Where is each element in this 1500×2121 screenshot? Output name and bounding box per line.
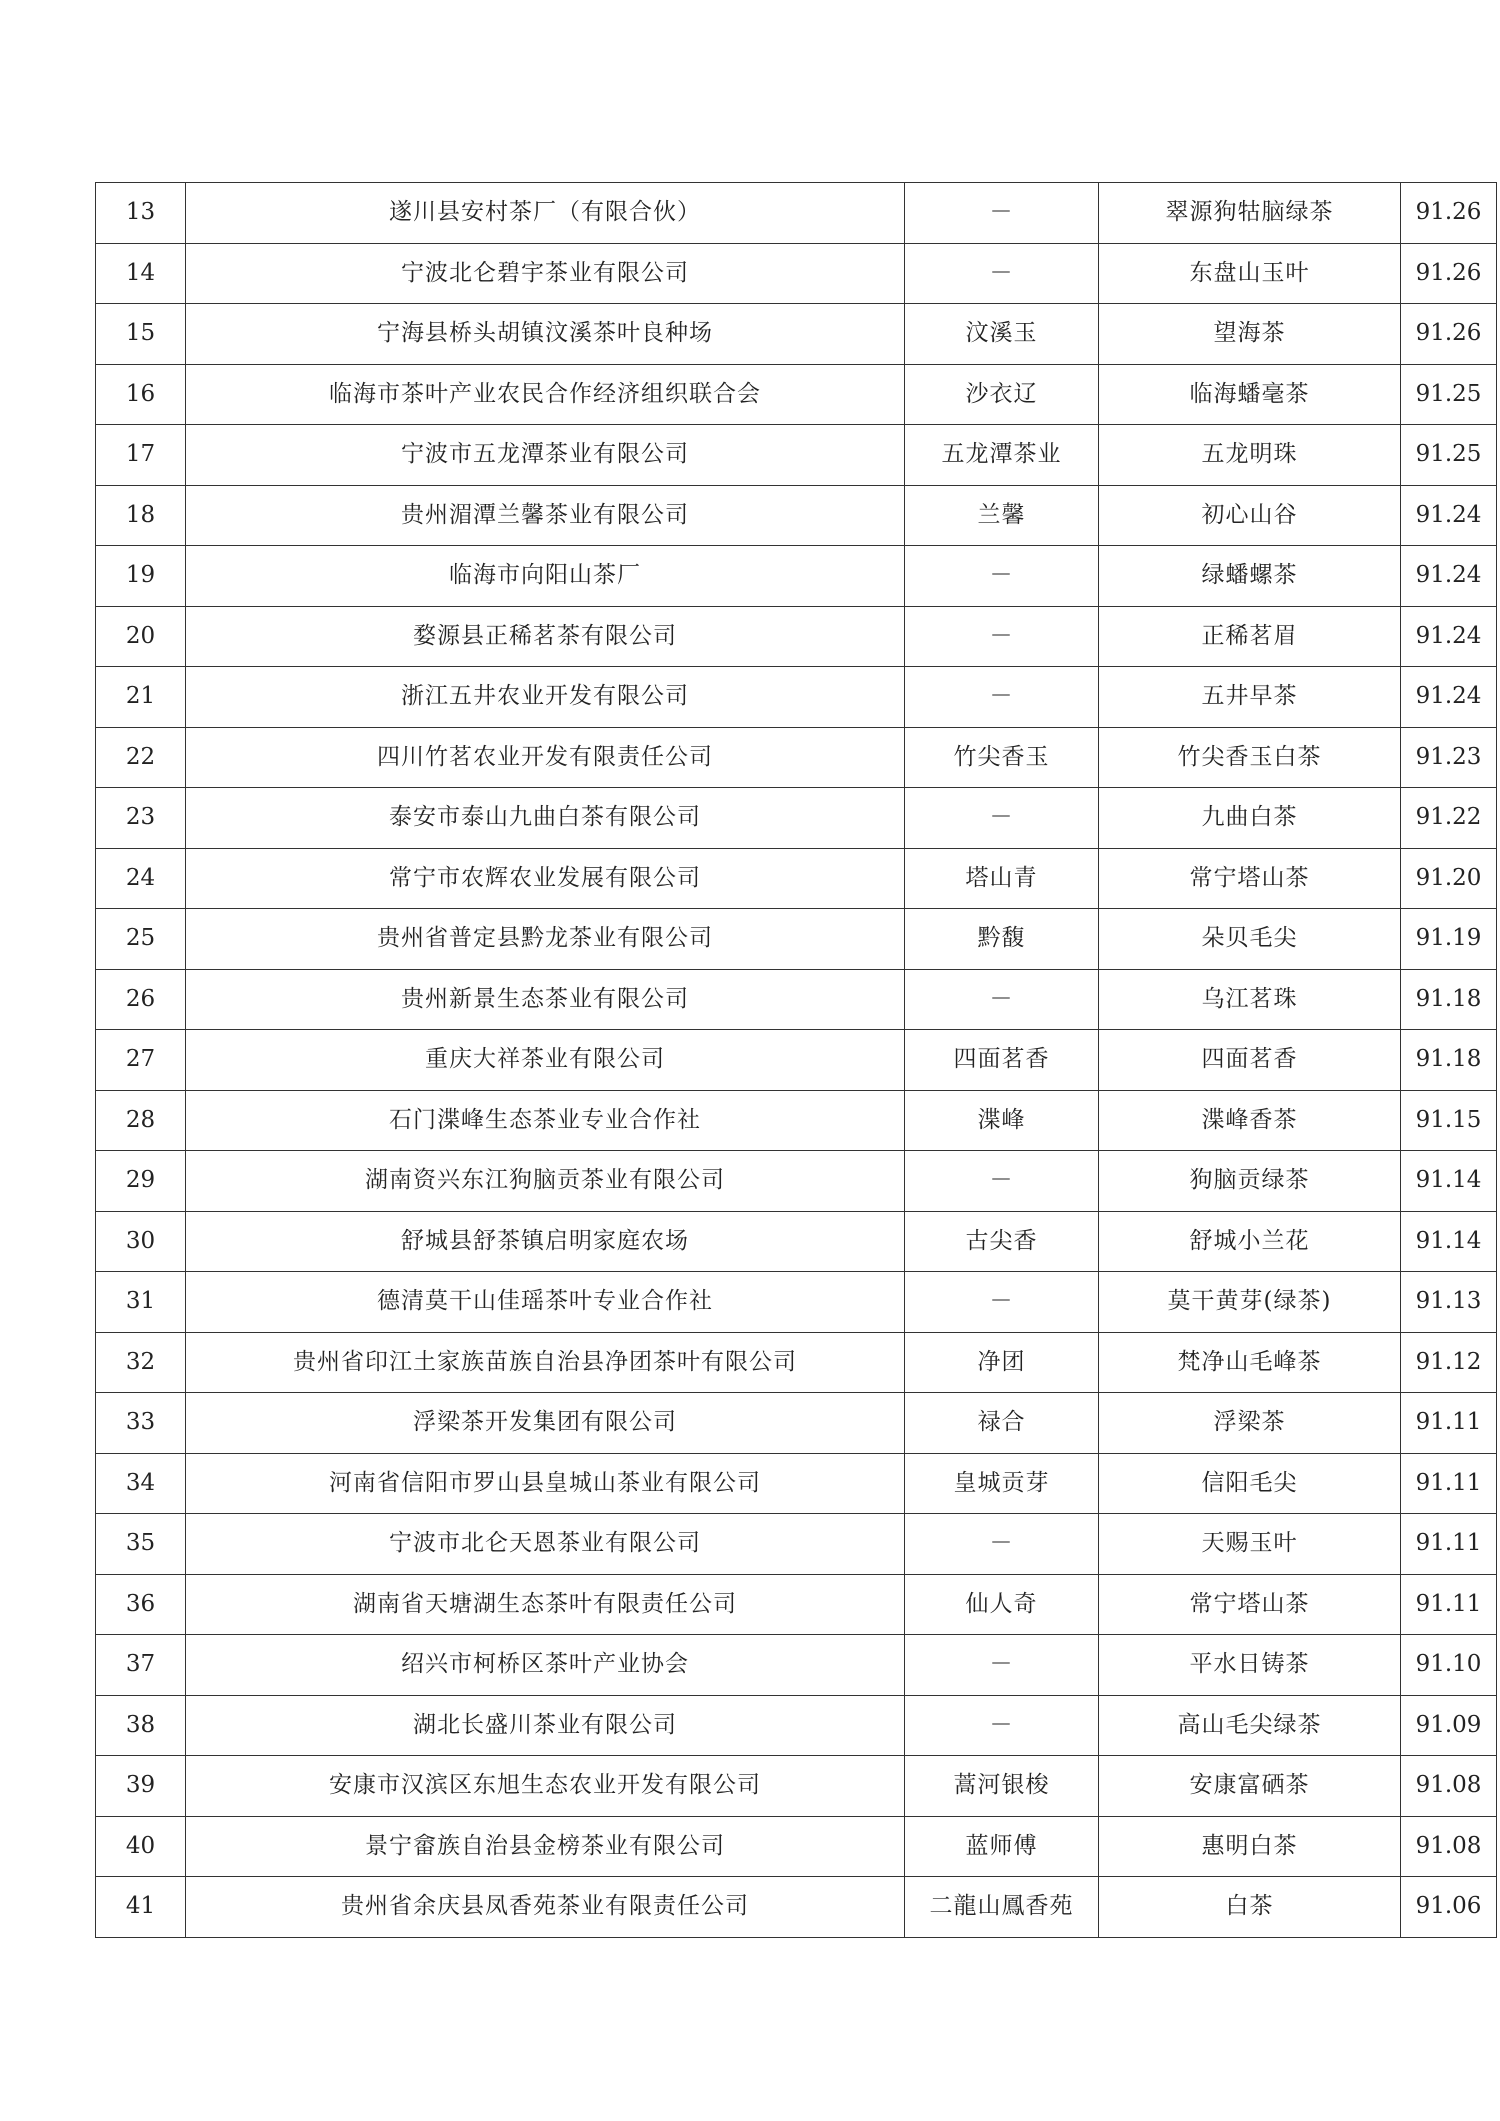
product-name: 临海蟠毫茶 (1099, 364, 1401, 425)
row-number: 27 (96, 1030, 186, 1091)
product-name: 高山毛尖绿茶 (1099, 1695, 1401, 1756)
table-row (96, 546, 1497, 607)
row-number: 25 (96, 909, 186, 970)
company-name: 贵州省普定县黔龙茶业有限公司 (186, 909, 905, 970)
brand-name: 渫峰 (905, 1090, 1099, 1151)
company-name: 宁波北仑碧宇茶业有限公司 (186, 243, 905, 304)
table-row (96, 1453, 1497, 1514)
row-number: 22 (96, 727, 186, 788)
score-value: 91.19 (1401, 909, 1497, 970)
product-name: 梵净山毛峰茶 (1099, 1332, 1401, 1393)
row-number: 37 (96, 1635, 186, 1696)
row-number: 38 (96, 1695, 186, 1756)
row-number: 36 (96, 1574, 186, 1635)
product-name: 望海茶 (1099, 304, 1401, 365)
company-name: 重庆大祥茶业有限公司 (186, 1030, 905, 1091)
company-name: 婺源县正稀茗茶有限公司 (186, 606, 905, 667)
score-value: 91.22 (1401, 788, 1497, 849)
product-name: 初心山谷 (1099, 485, 1401, 546)
brand-name: 四面茗香 (905, 1030, 1099, 1091)
product-name: 白茶 (1099, 1877, 1401, 1938)
row-number: 39 (96, 1756, 186, 1817)
table-row (96, 1635, 1497, 1696)
score-value: 91.08 (1401, 1756, 1497, 1817)
score-value: 91.11 (1401, 1393, 1497, 1454)
product-name: 惠明白茶 (1099, 1816, 1401, 1877)
table-row (96, 1393, 1497, 1454)
row-number: 14 (96, 243, 186, 304)
table-row (96, 1090, 1497, 1151)
row-number: 34 (96, 1453, 186, 1514)
company-name: 湖南省天塘湖生态茶叶有限责任公司 (186, 1574, 905, 1635)
brand-name: － (905, 667, 1099, 728)
table-row (96, 1332, 1497, 1393)
company-name: 四川竹茗农业开发有限责任公司 (186, 727, 905, 788)
product-name: 莫干黄芽(绿茶) (1099, 1272, 1401, 1333)
table-row (96, 1574, 1497, 1635)
table-row (96, 183, 1497, 244)
table-row (96, 1877, 1497, 1938)
brand-name: － (905, 1514, 1099, 1575)
brand-name: － (905, 788, 1099, 849)
company-name: 贵州湄潭兰馨茶业有限公司 (186, 485, 905, 546)
brand-name: － (905, 606, 1099, 667)
score-value: 91.26 (1401, 183, 1497, 244)
company-name: 临海市茶叶产业农民合作经济组织联合会 (186, 364, 905, 425)
company-name: 宁波市北仑天恩茶业有限公司 (186, 1514, 905, 1575)
company-name: 宁海县桥头胡镇汶溪茶叶良种场 (186, 304, 905, 365)
score-value: 91.08 (1401, 1816, 1497, 1877)
score-value: 91.18 (1401, 969, 1497, 1030)
score-value: 91.10 (1401, 1635, 1497, 1696)
table-row (96, 243, 1497, 304)
company-name: 宁波市五龙潭茶业有限公司 (186, 425, 905, 486)
brand-name: 汶溪玉 (905, 304, 1099, 365)
score-value: 91.24 (1401, 546, 1497, 607)
table-row (96, 485, 1497, 546)
product-name: 浮梁茶 (1099, 1393, 1401, 1454)
row-number: 31 (96, 1272, 186, 1333)
company-name: 贵州新景生态茶业有限公司 (186, 969, 905, 1030)
product-name: 五井早茶 (1099, 667, 1401, 728)
row-number: 18 (96, 485, 186, 546)
brand-name: 沙衣辽 (905, 364, 1099, 425)
brand-name: 二龍山鳳香苑 (905, 1877, 1099, 1938)
row-number: 16 (96, 364, 186, 425)
table-row (96, 1211, 1497, 1272)
table-row (96, 1816, 1497, 1877)
product-name: 翠源狗牯脑绿茶 (1099, 183, 1401, 244)
score-value: 91.26 (1401, 243, 1497, 304)
brand-name: 蒿河银梭 (905, 1756, 1099, 1817)
brand-name: － (905, 1272, 1099, 1333)
score-value: 91.06 (1401, 1877, 1497, 1938)
product-name: 天赐玉叶 (1099, 1514, 1401, 1575)
company-name: 浙江五井农业开发有限公司 (186, 667, 905, 728)
score-value: 91.24 (1401, 485, 1497, 546)
company-name: 贵州省印江土家族苗族自治县净团茶叶有限公司 (186, 1332, 905, 1393)
score-value: 91.12 (1401, 1332, 1497, 1393)
row-number: 13 (96, 183, 186, 244)
score-value: 91.13 (1401, 1272, 1497, 1333)
score-value: 91.24 (1401, 606, 1497, 667)
company-name: 常宁市农辉农业发展有限公司 (186, 848, 905, 909)
row-number: 19 (96, 546, 186, 607)
brand-name: － (905, 1695, 1099, 1756)
table-row (96, 727, 1497, 788)
company-name: 绍兴市柯桥区茶叶产业协会 (186, 1635, 905, 1696)
table-row (96, 848, 1497, 909)
score-value: 91.25 (1401, 425, 1497, 486)
row-number: 17 (96, 425, 186, 486)
row-number: 30 (96, 1211, 186, 1272)
row-number: 26 (96, 969, 186, 1030)
score-value: 91.25 (1401, 364, 1497, 425)
brand-name: 黔馥 (905, 909, 1099, 970)
score-value: 91.24 (1401, 667, 1497, 728)
row-number: 28 (96, 1090, 186, 1151)
brand-name: 塔山青 (905, 848, 1099, 909)
row-number: 32 (96, 1332, 186, 1393)
brand-name: 蓝师傅 (905, 1816, 1099, 1877)
score-value: 91.23 (1401, 727, 1497, 788)
company-name: 安康市汉滨区东旭生态农业开发有限公司 (186, 1756, 905, 1817)
row-number: 41 (96, 1877, 186, 1938)
product-name: 绿蟠螺茶 (1099, 546, 1401, 607)
brand-name: 古尖香 (905, 1211, 1099, 1272)
score-value: 91.11 (1401, 1514, 1497, 1575)
product-name: 四面茗香 (1099, 1030, 1401, 1091)
company-name: 贵州省余庆县凤香苑茶业有限责任公司 (186, 1877, 905, 1938)
table-row (96, 1151, 1497, 1212)
score-value: 91.11 (1401, 1453, 1497, 1514)
row-number: 40 (96, 1816, 186, 1877)
row-number: 33 (96, 1393, 186, 1454)
brand-name: 净团 (905, 1332, 1099, 1393)
table-row (96, 425, 1497, 486)
row-number: 20 (96, 606, 186, 667)
brand-name: － (905, 183, 1099, 244)
row-number: 21 (96, 667, 186, 728)
brand-name: 竹尖香玉 (905, 727, 1099, 788)
table-row (96, 304, 1497, 365)
score-value: 91.26 (1401, 304, 1497, 365)
product-name: 狗脑贡绿茶 (1099, 1151, 1401, 1212)
product-name: 五龙明珠 (1099, 425, 1401, 486)
row-number: 24 (96, 848, 186, 909)
product-name: 常宁塔山茶 (1099, 848, 1401, 909)
product-name: 平水日铸茶 (1099, 1635, 1401, 1696)
product-name: 东盘山玉叶 (1099, 243, 1401, 304)
brand-name: 兰馨 (905, 485, 1099, 546)
brand-name: － (905, 1635, 1099, 1696)
product-name: 九曲白茶 (1099, 788, 1401, 849)
table-row (96, 606, 1497, 667)
product-name: 信阳毛尖 (1099, 1453, 1401, 1514)
brand-name: 仙人奇 (905, 1574, 1099, 1635)
company-name: 湖北长盛川茶业有限公司 (186, 1695, 905, 1756)
company-name: 石门渫峰生态茶业专业合作社 (186, 1090, 905, 1151)
company-name: 临海市向阳山茶厂 (186, 546, 905, 607)
company-name: 德清莫干山佳瑶茶叶专业合作社 (186, 1272, 905, 1333)
product-name: 乌江茗珠 (1099, 969, 1401, 1030)
company-name: 遂川县安村茶厂（有限合伙） (186, 183, 905, 244)
product-name: 舒城小兰花 (1099, 1211, 1401, 1272)
company-name: 舒城县舒茶镇启明家庭农场 (186, 1211, 905, 1272)
table-row (96, 788, 1497, 849)
company-name: 浮梁茶开发集团有限公司 (186, 1393, 905, 1454)
brand-name: － (905, 1151, 1099, 1212)
score-value: 91.14 (1401, 1151, 1497, 1212)
product-name: 竹尖香玉白茶 (1099, 727, 1401, 788)
table-row (96, 969, 1497, 1030)
row-number: 23 (96, 788, 186, 849)
table-row (96, 667, 1497, 728)
product-name: 正稀茗眉 (1099, 606, 1401, 667)
product-name: 渫峰香茶 (1099, 1090, 1401, 1151)
company-name: 泰安市泰山九曲白茶有限公司 (186, 788, 905, 849)
company-name: 湖南资兴东江狗脑贡茶业有限公司 (186, 1151, 905, 1212)
brand-name: － (905, 546, 1099, 607)
brand-name: － (905, 243, 1099, 304)
ranking-table (95, 182, 1497, 1938)
table-body (96, 183, 1497, 1938)
table-row (96, 1514, 1497, 1575)
table-row (96, 1756, 1497, 1817)
company-name: 河南省信阳市罗山县皇城山茶业有限公司 (186, 1453, 905, 1514)
table-row (96, 364, 1497, 425)
row-number: 29 (96, 1151, 186, 1212)
row-number: 15 (96, 304, 186, 365)
brand-name: 五龙潭茶业 (905, 425, 1099, 486)
score-value: 91.20 (1401, 848, 1497, 909)
table-row (96, 1030, 1497, 1091)
table-row (96, 1695, 1497, 1756)
table-row (96, 1272, 1497, 1333)
score-value: 91.11 (1401, 1574, 1497, 1635)
brand-name: － (905, 969, 1099, 1030)
product-name: 常宁塔山茶 (1099, 1574, 1401, 1635)
product-name: 安康富硒茶 (1099, 1756, 1401, 1817)
brand-name: 皇城贡芽 (905, 1453, 1099, 1514)
company-name: 景宁畲族自治县金榜茶业有限公司 (186, 1816, 905, 1877)
score-value: 91.09 (1401, 1695, 1497, 1756)
score-value: 91.14 (1401, 1211, 1497, 1272)
score-value: 91.18 (1401, 1030, 1497, 1091)
table-row (96, 909, 1497, 970)
brand-name: 禄合 (905, 1393, 1099, 1454)
row-number: 35 (96, 1514, 186, 1575)
score-value: 91.15 (1401, 1090, 1497, 1151)
product-name: 朵贝毛尖 (1099, 909, 1401, 970)
